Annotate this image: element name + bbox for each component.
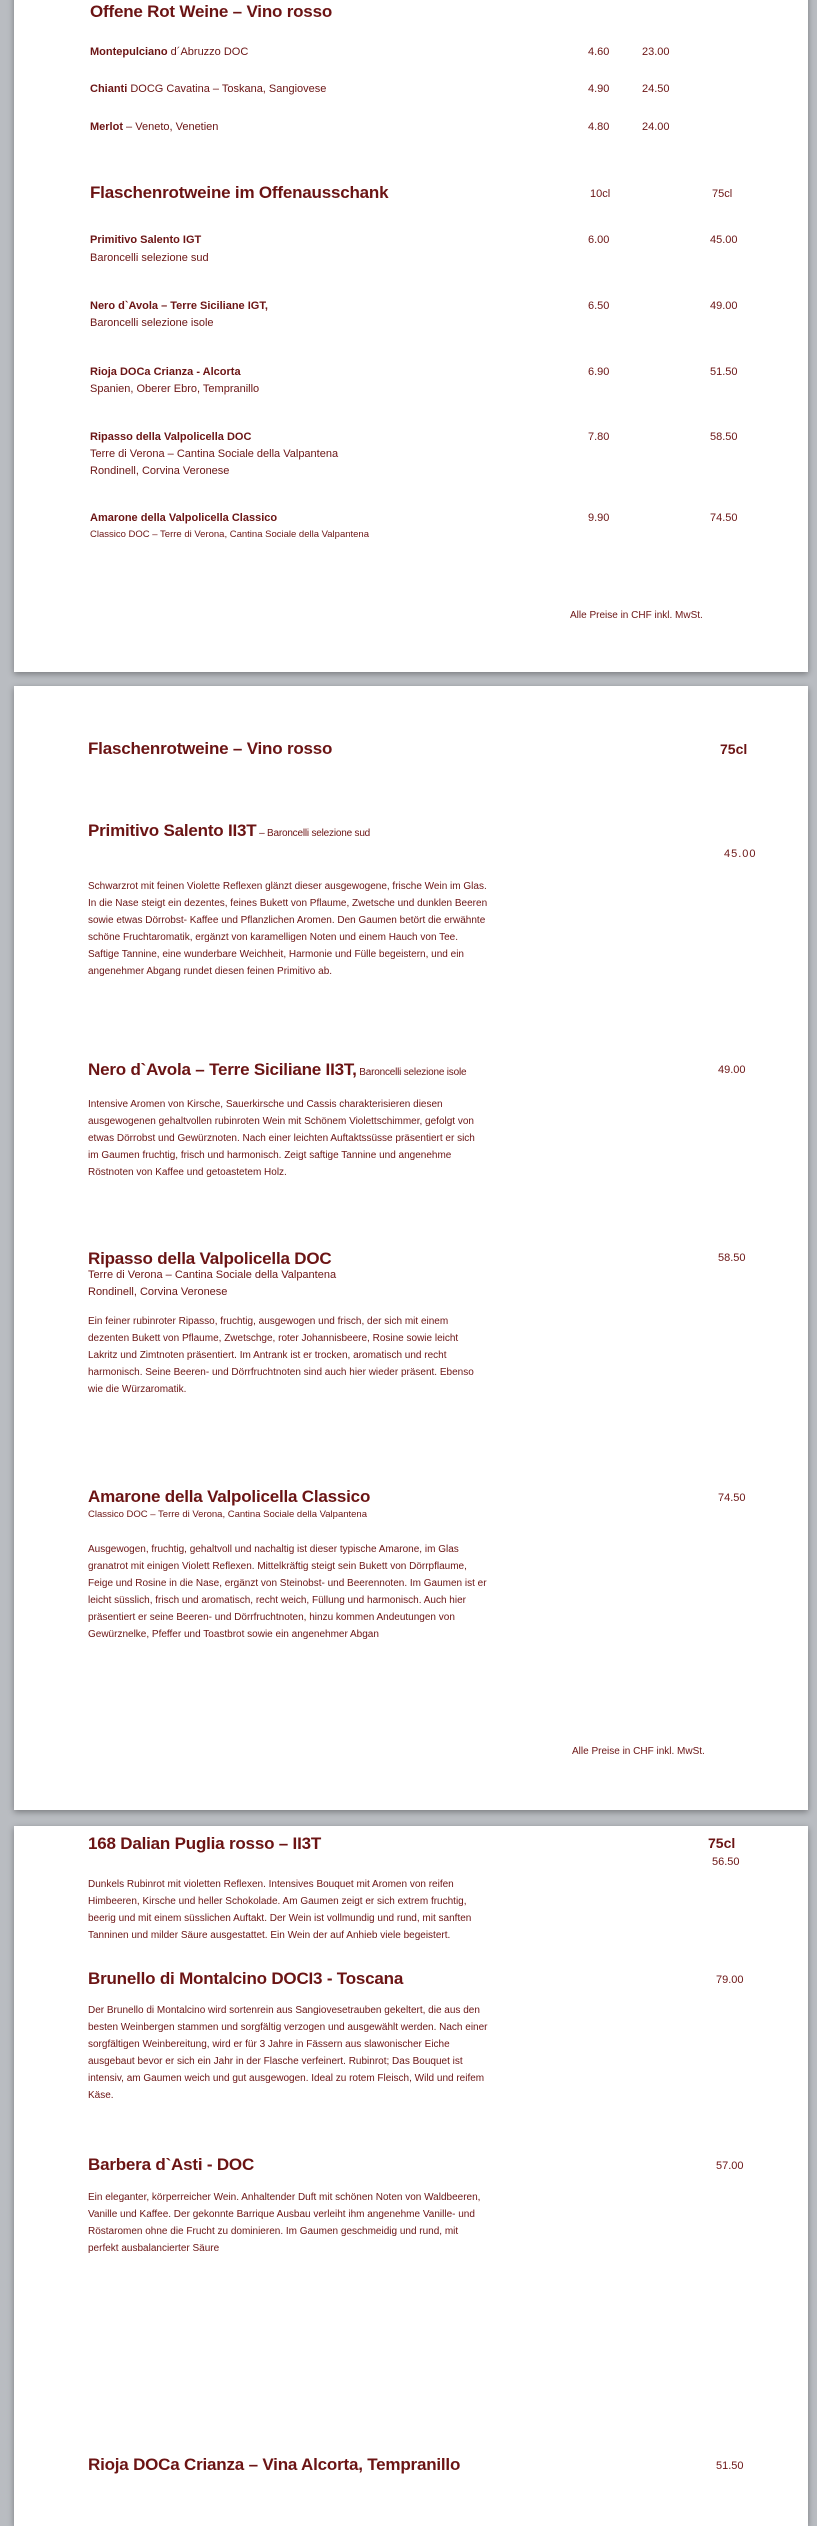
column-header-75cl: 75cl bbox=[712, 188, 733, 200]
wine-producer: Terre di Verona – Cantina Sociale della Valpantena bbox=[88, 1269, 337, 1281]
price-75cl: 51.50 bbox=[716, 2460, 744, 2472]
wine-name: Ripasso della Valpolicella DOC bbox=[88, 1249, 332, 1268]
wine-name: Barbera d`Asti - DOC bbox=[88, 2155, 255, 2174]
column-header-75cl: 75cl bbox=[708, 1835, 736, 1851]
wine-name: Primitivo Salento IGT bbox=[90, 234, 202, 246]
price-75cl: 58.50 bbox=[718, 1252, 746, 1264]
price-bottle: 23.00 bbox=[642, 46, 670, 58]
wine-producer: – Baroncelli selezione sud bbox=[256, 828, 371, 839]
price-glass: 4.90 bbox=[588, 83, 610, 95]
menu-page-open-red-wines bbox=[14, 0, 808, 672]
price-75cl: 49.00 bbox=[718, 1064, 746, 1076]
wine-producer: Classico DOC – Terre di Verona, Cantina Sociale della Valpantena bbox=[90, 529, 370, 540]
wine-name: Merlot bbox=[90, 121, 123, 133]
wine-description: Dunkels Rubinrot mit violetten Reflexen. Intensives Bouquet mit Aromen von reifen Himbeeren, Kirsche und heller Schokolade. Am Gaumen zeigt er sich extrem fruchtig, beerig und mit einem süsslichen Auftakt. Der Wein ist vollmundig und rund, mit sanften Tanninen und milder Säure ausgestattet. Ein Wein der auf Anhieb viele begeistert. bbox=[88, 1879, 472, 1941]
section-title-open-red-wines: Offene Rot Weine – Vino rosso bbox=[90, 2, 333, 21]
price-10cl: 7.80 bbox=[588, 431, 610, 443]
wine-name: Chianti bbox=[90, 83, 128, 95]
wine-description: Intensive Aromen von Kirsche, Sauerkirsche und Cassis charakterisieren diesen ausgewogenen gehaltvollen rubinroten Wein mit Schönem Violettschimmer, gefolgt von etwas Dörrobst und Gewürznoten. Nach einer leichten Auftaktssüsse präsentiert er sich im Gaumen fruchtig, frisch und harmonisch. Zeigt saftige Tannine und angenehme Röstnoten von Kaffee und getoastetem Holz. bbox=[88, 1099, 475, 1178]
wine-name: 168 Dalian Puglia rosso – II3T bbox=[88, 1834, 322, 1853]
column-header-75cl: 75cl bbox=[720, 741, 748, 757]
section-title-bottle-red-wines: Flaschenrotweine – Vino rosso bbox=[88, 739, 333, 758]
menu-page-bottle-red-wines bbox=[14, 686, 808, 1810]
wine-name: Brunello di Montalcino DOCI3 - Toscana bbox=[88, 1969, 404, 1988]
wine-origin: – Veneto, Venetien bbox=[123, 121, 219, 133]
price-10cl: 6.00 bbox=[588, 234, 610, 246]
wine-origin: DOCG Cavatina – Toskana, Sangiovese bbox=[127, 83, 327, 95]
wine-name: Ripasso della Valpolicella DOC bbox=[90, 431, 252, 443]
wine-name: Montepulciano bbox=[90, 46, 168, 58]
price-glass: 4.60 bbox=[588, 46, 610, 58]
price-75cl: 56.50 bbox=[712, 1856, 740, 1868]
wine-name: Amarone della Valpolicella Classico bbox=[88, 1487, 371, 1506]
wine-name: Rioja DOCa Crianza - Alcorta bbox=[90, 366, 241, 378]
price-footnote: Alle Preise in CHF inkl. MwSt. bbox=[570, 610, 703, 621]
price-10cl: 6.50 bbox=[588, 300, 610, 312]
price-bottle: 24.00 bbox=[642, 121, 670, 133]
price-75cl: 45.00 bbox=[710, 234, 738, 246]
section-title-bottle-open: Flaschenrotweine im Offenausschank bbox=[90, 183, 389, 202]
price-75cl: 74.50 bbox=[710, 512, 738, 524]
wine-description: Ein feiner rubinroter Ripasso, fruchtig, ausgewogen und frisch, der sich mit einem dezenten Bukett von Pflaume, Zwetschge, roter Johannisbeere, Rosine sowie leicht Lakritz und Zimtnoten präsentiert. Im Antrank ist er trocken, aromatisch und recht harmonisch. Seine Beeren- und Dörrfruchtnoten sind auch hier wieder präsent. Ebenso wie die Würzaromatik. bbox=[88, 1316, 474, 1395]
wine-description: Der Brunello di Montalcino wird sortenrein aus Sangiovesetrauben gekeltert, die aus den besten Weinbergen stammen und sorgfältig verzogen und ausgewählt werden. Nach einer sorgfältigen Weinbereitung, wird er für 3 Jahre in Fässern aus slawonischer Eiche ausgebaut bevor er sich ein Jahr in der Flasche verfeinert. Rubinrot; Das Bouquet ist intensiv, am Gaumen weich und gut ausgewogen. Ideal zu rotem Fleisch, Wild und reifem Käse. bbox=[88, 2005, 488, 2101]
wine-description: Ausgewogen, fruchtig, gehaltvoll und nachaltig ist dieser typische Amarone, im Glas granatrot mit einigen Violett Reflexen. Mittelkräftig steigt sein Bukett von Dörrpflaume, Feige und Rosine in die Nase, ergänzt von Steinobst- und Beerennoten. Im Gaumen ist er leicht süsslich, frisch und aromatisch, recht weich, Füllung und harmonisch. Auch hier präsentiert er seine Beeren- und Dörrfruchtnoten, hinzu kommen Andeutungen von Gewürznelke, Pfeffer und Toastbrot sowie ein angenehmer Abgan bbox=[88, 1544, 487, 1640]
column-header-10cl: 10cl bbox=[590, 188, 611, 200]
wine-name: Amarone della Valpolicella Classico bbox=[90, 512, 278, 524]
price-75cl: 57.00 bbox=[716, 2160, 744, 2172]
wine-producer: Terre di Verona – Cantina Sociale della Valpantena bbox=[90, 448, 339, 460]
price-10cl: 9.90 bbox=[588, 512, 610, 524]
wine-producer: Baroncelli selezione isole bbox=[90, 317, 214, 329]
wine-origin: d´Abruzzo DOC bbox=[167, 46, 249, 58]
wine-name: Nero d`Avola – Terre Siciliane IGT, bbox=[90, 300, 268, 312]
wine-name: Primitivo Salento II3T bbox=[88, 821, 257, 840]
wine-description: Schwarzrot mit feinen Violette Reflexen glänzt dieser ausgewogene, frische Wein im Glas. In die Nase steigt ein dezentes, feines Bukett von Pflaume, Zwetsche und dunklen Beeren sowie etwas Dörrobst- Kaffee und Pflanzlichen Aromen. Den Gaumen betört die erwähnte schöne Fruchtaromatik, ergänzt von karamelligen Noten und einem Hauch von Tee. Saftige Tannine, eine wunderbare Weichheit, Harmonie und Fülle begeistern, und ein angenehmer Abgang rundet diesen feinen Primitivo ab. bbox=[88, 881, 488, 977]
wine-producer: Classico DOC – Terre di Verona, Cantina Sociale della Valpantena bbox=[88, 1509, 368, 1520]
price-75cl: 49.00 bbox=[710, 300, 738, 312]
wine-name: Nero d`Avola – Terre Siciliane II3T, bbox=[88, 1060, 357, 1079]
price-footnote: Alle Preise in CHF inkl. MwSt. bbox=[572, 1746, 705, 1757]
wine-producer: Baroncelli selezione isole bbox=[356, 1067, 467, 1078]
price-75cl: 45.00 bbox=[724, 848, 757, 860]
price-75cl: 79.00 bbox=[716, 1974, 744, 1986]
price-75cl: 58.50 bbox=[710, 431, 738, 443]
price-75cl: 51.50 bbox=[710, 366, 738, 378]
wine-description: Ein eleganter, körperreicher Wein. Anhaltender Duft mit schönen Noten von Waldbeeren, Vanille und Kaffee. Der gekonnte Barrique Ausbau verleiht ihm angenehme Vanille- und Röstaromen ohne die Frucht zu dominieren. Im Gaumen geschmeidig und rund, mit perfekt ausbalancierter Säure bbox=[88, 2192, 481, 2254]
price-75cl: 74.50 bbox=[718, 1492, 746, 1504]
price-bottle: 24.50 bbox=[642, 83, 670, 95]
menu-page-bottle-red-wines-continued bbox=[14, 1826, 808, 2526]
wine-origin: Spanien, Oberer Ebro, Tempranillo bbox=[90, 383, 260, 395]
wine-grapes: Rondinell, Corvina Veronese bbox=[90, 465, 230, 477]
wine-producer: Baroncelli selezione sud bbox=[90, 252, 209, 264]
wine-grapes: Rondinell, Corvina Veronese bbox=[88, 1286, 228, 1298]
price-10cl: 6.90 bbox=[588, 366, 610, 378]
wine-name: Rioja DOCa Crianza – Vina Alcorta, Tempranillo bbox=[88, 2455, 461, 2474]
price-glass: 4.80 bbox=[588, 121, 610, 133]
